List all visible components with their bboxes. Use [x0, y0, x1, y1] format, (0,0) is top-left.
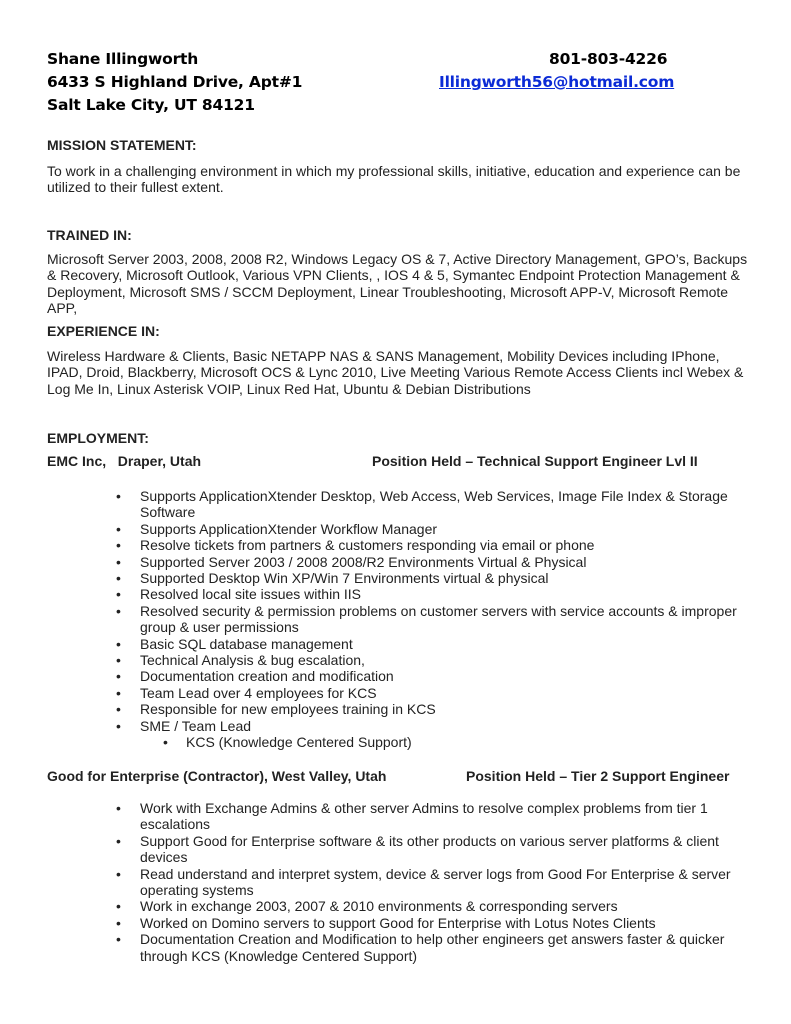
list-item: • Team Lead over 4 employees for KCS: [116, 684, 377, 701]
bullet-icon: •: [116, 652, 121, 669]
job-2-bullet-list: [0, 800, 791, 964]
list-item: • Work in exchange 2003, 2007 & 2010 environments & corresponding servers: [116, 898, 618, 915]
bullet-icon: •: [116, 865, 121, 882]
email-link[interactable]: Illingworth56@hotmail.com: [439, 73, 675, 91]
job-1-position: Position Held – Technical Support Engineer Lvl II: [372, 453, 698, 469]
experience-text: Wireless Hardware & Clients, Basic NETAPP NAS & SANS Management, Mobility Devices including IPhone, IPAD, Droid, Blackberry, Microsoft OCS & Lync 2010, Live Meeting Various Remote Access Clients incl Webex & Log Me In, Linux Asterisk VOIP, Linux Red Hat, Ubuntu & Debian Distributions: [47, 348, 744, 397]
bullet-icon: •: [116, 570, 121, 587]
list-item: • Resolved local site issues within IIS: [116, 586, 361, 603]
trained-heading: TRAINED IN:: [47, 227, 132, 243]
experience-heading: EXPERIENCE IN:: [47, 323, 160, 339]
list-item: • Worked on Domino servers to support Good for Enterprise with Lotus Notes Clients: [116, 914, 656, 931]
employment-heading: EMPLOYMENT:: [47, 430, 149, 446]
address-line-2: Salt Lake City, UT 84121: [47, 96, 255, 114]
bullet-icon: •: [116, 800, 121, 816]
list-item: • SME / Team Lead: [116, 717, 252, 734]
bullet-icon: •: [116, 520, 121, 537]
list-item: • Work with Exchange Admins & other server Admins to resolve complex problems from tier 1 escalations: [116, 800, 708, 833]
trained-text: Microsoft Server 2003, 2008, 2008 R2, Windows Legacy OS & 7, Active Directory Management, GPO’s, Backups & Recovery, Microsoft Outlook, Various VPN Clients, , IOS 4 & 5, Symantec Endpoint Protection Management & Deployment, Microsoft SMS / SCCM Deployment, Linear Troubleshooting, Microsoft APP-V, Microsoft Remote APP,: [47, 251, 748, 317]
list-item: • Support Good for Enterprise software & its other products on various server platforms & client devices: [116, 832, 719, 866]
bullet-icon: •: [116, 701, 121, 718]
bullet-icon: •: [116, 602, 121, 619]
bullet-icon: •: [116, 537, 121, 554]
job-2-company: Good for Enterprise (Contractor), West Valley, Utah: [47, 768, 387, 784]
bullet-icon: •: [116, 488, 121, 504]
list-item: • Documentation creation and modification: [116, 668, 394, 685]
bullet-icon: •: [116, 635, 121, 652]
phone-number: 801-803-4226: [549, 50, 668, 68]
bullet-icon: •: [116, 931, 121, 948]
job-2-position: Position Held – Tier 2 Support Engineer: [466, 768, 730, 784]
bullet-icon: •: [116, 553, 121, 570]
candidate-name: Shane Illingworth: [47, 50, 199, 68]
list-item: • Supported Server 2003 / 2008 2008/R2 Environments Virtual & Physical: [116, 553, 587, 570]
list-item: • Resolved security & permission problems on customer servers with service accounts & improper group & user permissions: [116, 602, 737, 636]
bullet-icon: •: [116, 684, 121, 701]
list-item: • Read understand and interpret system, device & server logs from Good For Enterprise & server operating systems: [116, 865, 731, 899]
address-line-1: 6433 S Highland Drive, Apt#1: [47, 73, 303, 91]
list-item: • Technical Analysis & bug escalation,: [116, 652, 365, 669]
mission-text: To work in a challenging environment in which my professional skills, initiative, education and experience can be utilized to their fullest extent.: [47, 163, 741, 196]
list-item: • Supports ApplicationXtender Workflow Manager: [116, 520, 438, 537]
bullet-icon: •: [116, 832, 121, 849]
bullet-icon: •: [116, 586, 121, 603]
list-item: • Basic SQL database management: [116, 635, 353, 652]
list-item: • Resolve tickets from partners & customers responding via email or phone: [116, 537, 595, 554]
list-item: • Documentation Creation and Modification to help other engineers get answers faster & quicker through KCS (Knowledge Centered Support): [116, 931, 725, 964]
phone-block: [549, 48, 668, 71]
bullet-icon: •: [116, 717, 121, 734]
mission-heading: MISSION STATEMENT:: [47, 137, 197, 153]
contact-block: [47, 48, 302, 117]
job-1-company: EMC Inc, Draper, Utah: [47, 453, 202, 469]
list-item: • Supports ApplicationXtender Desktop, Web Access, Web Services, Image File Index & Storage Software: [116, 488, 728, 521]
list-item: • Supported Desktop Win XP/Win 7 Environments virtual & physical: [116, 570, 549, 587]
bullet-icon: •: [163, 734, 168, 751]
list-item: • KCS (Knowledge Centered Support): [163, 734, 412, 751]
bullet-icon: •: [116, 898, 121, 915]
bullet-icon: •: [116, 668, 121, 685]
bullet-icon: •: [116, 914, 121, 931]
job-1-bullet-list: [0, 488, 791, 751]
list-item: • Responsible for new employees training in KCS: [116, 701, 436, 718]
